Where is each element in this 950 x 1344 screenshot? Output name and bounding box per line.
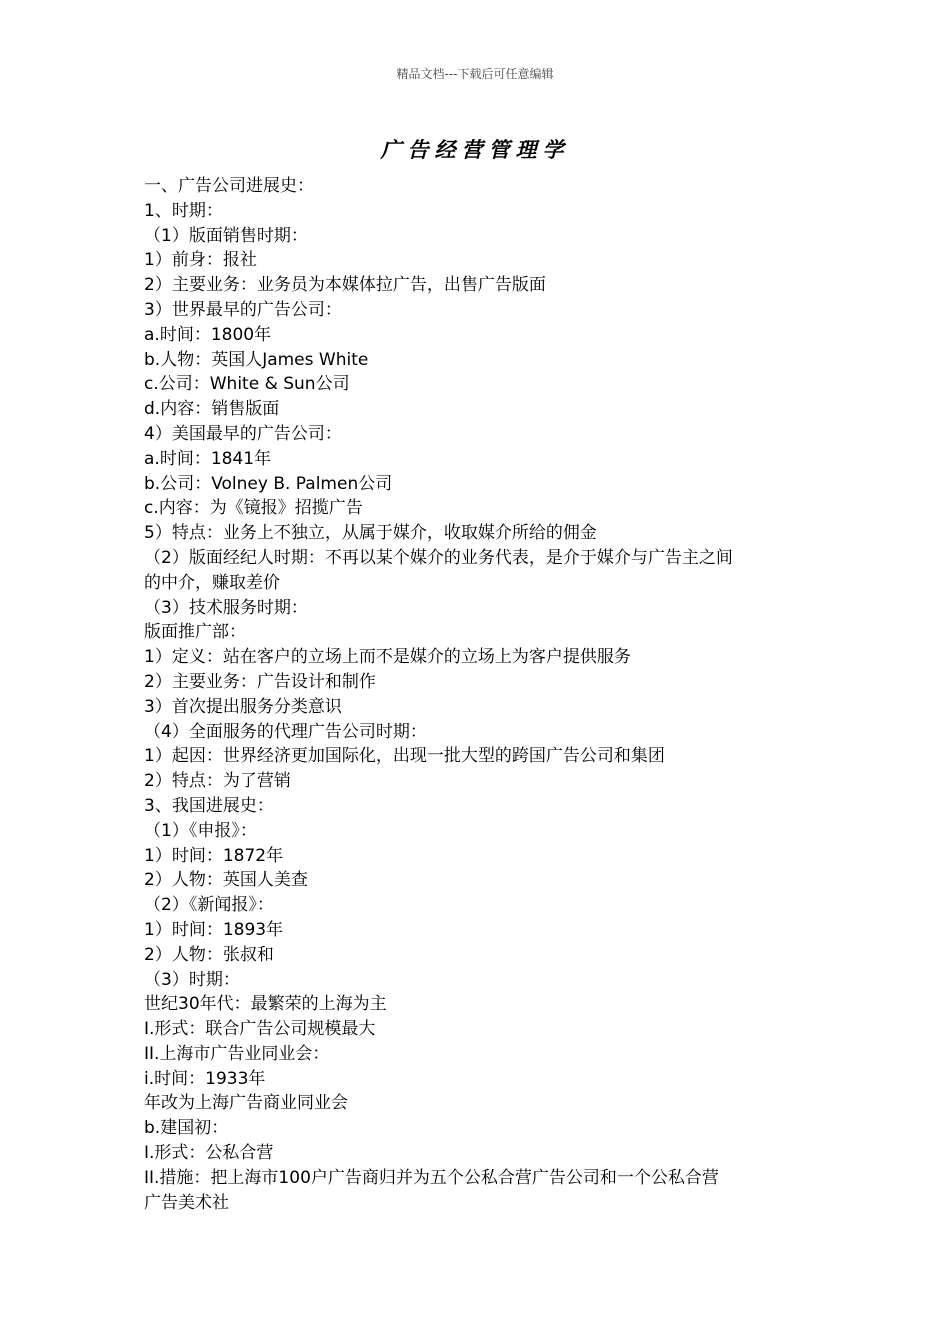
- text-line: 版面推广部：: [144, 622, 246, 643]
- text-line: 世纪30年代：最繁荣的上海为主: [144, 994, 387, 1015]
- document-body: [144, 174, 812, 1215]
- text-line: b.建国初：: [144, 1118, 229, 1139]
- text-line: （4）全面服务的代理广告公司时期：: [144, 721, 427, 742]
- text-line: 1）定义：站在客户的立场上而不是媒介的立场上为客户提供服务: [144, 647, 631, 668]
- text-line: 2）主要业务：业务员为本媒体拉广告，出售广告版面: [144, 275, 546, 296]
- text-line: 1）前身：报社: [144, 250, 257, 271]
- text-line: i.时间：1933年: [144, 1068, 266, 1089]
- text-line: 2）人物：张叔和: [144, 944, 274, 965]
- text-line: （2）《新闻报》：: [144, 895, 274, 916]
- text-line: 1）起因：世界经济更加国际化，出现一批大型的跨国广告公司和集团: [144, 746, 665, 767]
- text-line: 广告美术社: [144, 1192, 229, 1213]
- text-line: 4）美国最早的广告公司：: [144, 423, 342, 444]
- text-line: 2）特点：为了营销: [144, 771, 291, 792]
- text-line: b.人物：英国人James White: [144, 349, 369, 370]
- text-line: （2）版面经纪人时期：不再以某个媒介的业务代表，是介于媒介与广告主之间: [144, 547, 733, 568]
- text-line: （1）《申报》：: [144, 820, 257, 841]
- text-line: 5）特点：业务上不独立，从属于媒介，收取媒介所给的佣金: [144, 523, 597, 544]
- text-line: （3）时期：: [144, 969, 240, 990]
- text-line: 2）人物：英国人美查: [144, 870, 308, 891]
- text-line: I.形式：联合广告公司规模最大: [144, 1019, 376, 1040]
- text-line: II.措施：把上海市100户广告商归并为五个公私合营广告公司和一个公私合营: [144, 1167, 719, 1188]
- text-line: 1）时间：1872年: [144, 845, 284, 866]
- text-line: II.上海市广告业同业会：: [144, 1043, 330, 1064]
- page-header: 精品文档---下载后可任意编辑: [396, 67, 554, 81]
- text-line: c.公司：White & Sun公司: [144, 374, 350, 395]
- text-line: 1）时间：1893年: [144, 919, 284, 940]
- document-title: 广告经营管理学: [380, 137, 570, 162]
- text-line: 一、广告公司进展史：: [144, 176, 314, 196]
- text-line: b.公司：Volney B. Palmen公司: [144, 473, 393, 494]
- text-line: （3）技术服务时期：: [144, 597, 308, 618]
- text-line: a.时间：1841年: [144, 448, 272, 469]
- text-line: 2）主要业务：广告设计和制作: [144, 671, 376, 692]
- text-line: 3、我国进展史：: [144, 795, 274, 816]
- text-line: 1、时期：: [144, 200, 223, 221]
- text-line: d.内容：销售版面: [144, 399, 280, 420]
- text-line: a.时间：1800年: [144, 324, 272, 345]
- text-line: 3）首次提出服务分类意识: [144, 696, 342, 717]
- text-line: 年改为上海广告商业同业会: [144, 1093, 348, 1114]
- text-line: 的中介，赚取差价: [144, 572, 280, 593]
- text-line: I.形式：公私合营: [144, 1143, 274, 1164]
- text-line: 3）世界最早的广告公司：: [144, 299, 342, 320]
- text-line: （1）版面销售时期：: [144, 225, 308, 246]
- text-line: c.内容：为《镜报》招揽广告: [144, 498, 363, 519]
